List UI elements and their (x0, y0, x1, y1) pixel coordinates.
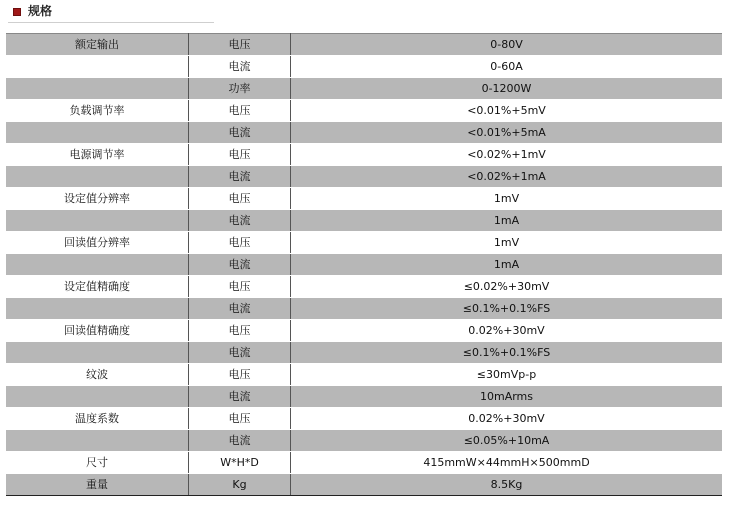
param-cell (6, 122, 189, 144)
value-cell: <0.02%+1mA (291, 166, 723, 188)
item-cell: 电流 (189, 56, 291, 78)
item-cell: 电压 (189, 144, 291, 166)
value-cell: 0.02%+30mV (291, 408, 723, 430)
item-cell: 电流 (189, 122, 291, 144)
table-row (6, 100, 722, 122)
item-cell: 电流 (189, 386, 291, 408)
table-row (6, 210, 722, 232)
item-cell: 功率 (189, 78, 291, 100)
param-cell: 回读值分辨率 (6, 232, 189, 254)
param-cell: 尺寸 (6, 452, 189, 474)
item-cell: 电流 (189, 298, 291, 320)
value-cell: 1mA (291, 254, 723, 276)
item-cell: 电压 (189, 320, 291, 342)
table-row (6, 474, 722, 496)
value-cell: 0-60A (291, 56, 723, 78)
value-cell: 1mV (291, 188, 723, 210)
value-cell: <0.01%+5mA (291, 122, 723, 144)
table-row (6, 430, 722, 452)
item-cell: 电流 (189, 430, 291, 452)
param-cell: 纹波 (6, 364, 189, 386)
item-cell: 电压 (189, 232, 291, 254)
table-row (6, 188, 722, 210)
param-cell (6, 342, 189, 364)
value-cell: 1mV (291, 232, 723, 254)
item-cell: Kg (189, 474, 291, 496)
param-cell: 电源调节率 (6, 144, 189, 166)
value-cell: ≤0.1%+0.1%FS (291, 342, 723, 364)
param-cell (6, 56, 189, 78)
item-cell: 电流 (189, 166, 291, 188)
value-cell: 415mmW×44mmH×500mmD (291, 452, 723, 474)
table-row (6, 364, 722, 386)
value-cell: ≤0.1%+0.1%FS (291, 298, 723, 320)
table-row (6, 342, 722, 364)
value-cell: ≤30mVp-p (291, 364, 723, 386)
param-cell (6, 254, 189, 276)
value-cell: <0.01%+5mV (291, 100, 723, 122)
table-row (6, 78, 722, 100)
value-cell: ≤0.02%+30mV (291, 276, 723, 298)
value-cell: 0.02%+30mV (291, 320, 723, 342)
table-row (6, 254, 722, 276)
table-row (6, 144, 722, 166)
value-cell: 8.5Kg (291, 474, 723, 496)
param-cell (6, 210, 189, 232)
param-cell: 额定输出 (6, 34, 189, 56)
param-cell: 设定值精确度 (6, 276, 189, 298)
item-cell: 电压 (189, 364, 291, 386)
item-cell: 电压 (189, 100, 291, 122)
spec-table (6, 33, 722, 496)
table-row (6, 298, 722, 320)
param-cell: 设定值分辨率 (6, 188, 189, 210)
param-cell: 回读值精确度 (6, 320, 189, 342)
table-row (6, 166, 722, 188)
value-cell: 1mA (291, 210, 723, 232)
param-cell: 负载调节率 (6, 100, 189, 122)
table-row (6, 452, 722, 474)
item-cell: 电流 (189, 210, 291, 232)
bullet-square-icon (13, 8, 21, 16)
value-cell: 0-80V (291, 34, 723, 56)
param-cell (6, 166, 189, 188)
param-cell (6, 430, 189, 452)
item-cell: 电压 (189, 276, 291, 298)
param-cell (6, 78, 189, 100)
param-cell (6, 298, 189, 320)
param-cell: 重量 (6, 474, 189, 496)
item-cell: 电压 (189, 188, 291, 210)
value-cell: 10mArms (291, 386, 723, 408)
table-row (6, 122, 722, 144)
table-row (6, 408, 722, 430)
section-title: 规格 (28, 4, 53, 18)
item-cell: 电流 (189, 254, 291, 276)
table-row (6, 320, 722, 342)
item-cell: 电压 (189, 408, 291, 430)
section-header (8, 4, 214, 23)
value-cell: 0-1200W (291, 78, 723, 100)
table-row (6, 56, 722, 78)
value-cell: <0.02%+1mV (291, 144, 723, 166)
table-row (6, 232, 722, 254)
table-row (6, 386, 722, 408)
table-row (6, 34, 722, 56)
item-cell: 电压 (189, 34, 291, 56)
table-row (6, 276, 722, 298)
item-cell: W*H*D (189, 452, 291, 474)
param-cell (6, 386, 189, 408)
param-cell: 温度系数 (6, 408, 189, 430)
value-cell: ≤0.05%+10mA (291, 430, 723, 452)
item-cell: 电流 (189, 342, 291, 364)
